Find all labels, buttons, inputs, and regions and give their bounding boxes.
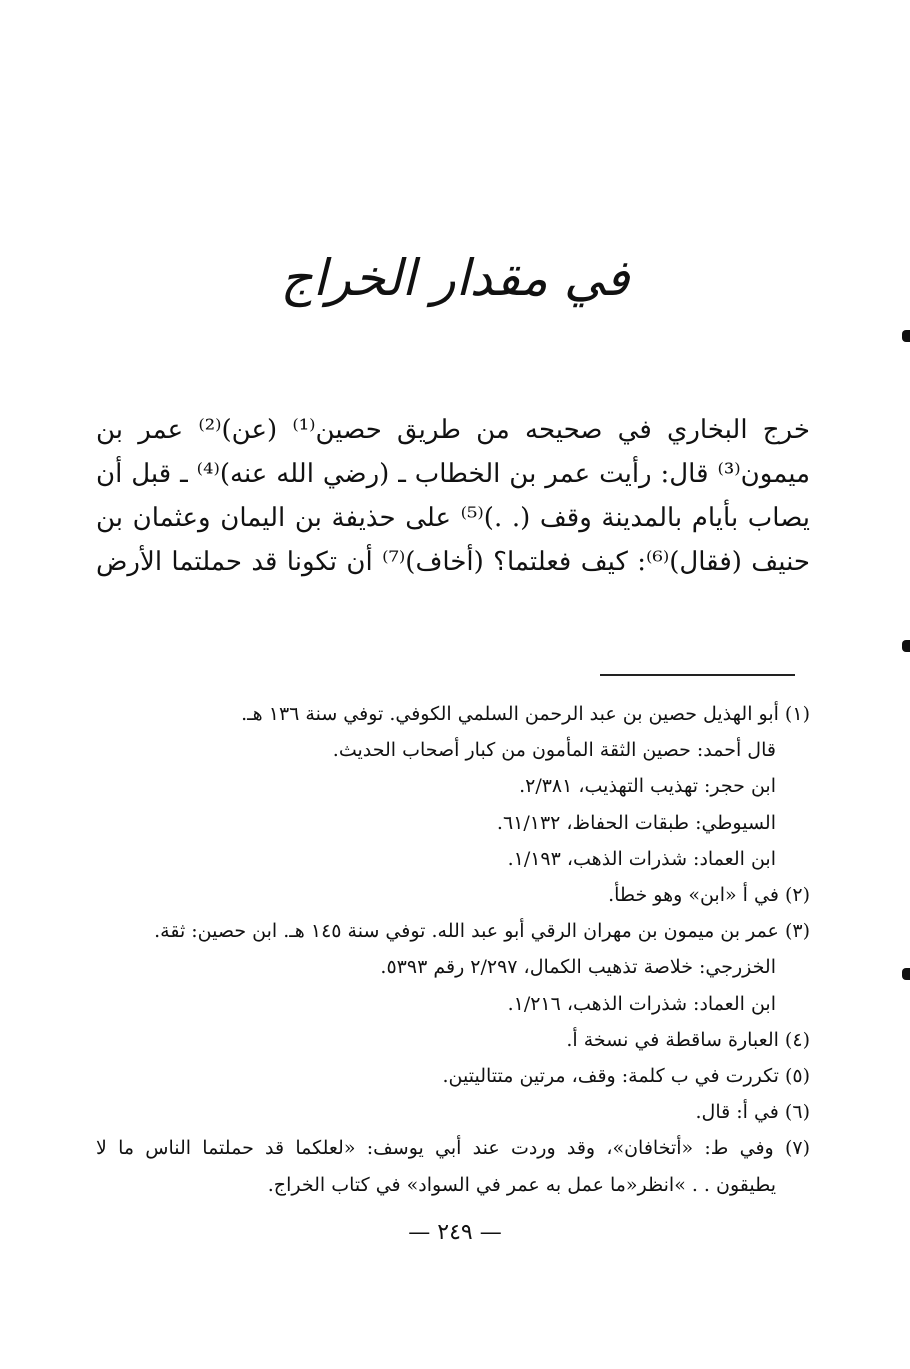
footnote-2: (٢) في أ «ابن» وهو خطأ. <box>608 884 810 907</box>
footnote-7-continuation: يطيقون . . »انظر«ما عمل به عمر في السواد» في كتاب الخراج. <box>267 1173 776 1196</box>
footnote-separator <box>600 674 795 676</box>
footnote-4: (٤) العبارة ساقطة في نسخة أ. <box>566 1028 810 1051</box>
footnote-1-line: ابن حجر: تهذيب التهذيب، ٢/٣٨١. <box>519 775 776 798</box>
paragraph-line: حنيف (فقال)⁽⁶⁾: كيف فعلتما؟ (أخاف)⁽⁷⁾ أن تكونا قد حملتما الأرض <box>96 547 810 577</box>
chapter-heading: في مقدار الخراج <box>280 249 630 307</box>
footnote-1-line: قال أحمد: حصين الثقة المأمون من كبار أصحاب الحديث. <box>332 739 776 762</box>
footnote-1-line: السيوطي: طبقات الحفاظ، ٦١/١٣٢. <box>496 811 776 834</box>
footnote-1: (١) أبو الهذيل حصين بن عبد الرحمن السلمي الكوفي. توفي سنة ١٣٦ هـ. <box>241 703 810 725</box>
paragraph-line: ميمون⁽³⁾ قال: رأيت عمر بن الخطاب ـ (رضي الله عنه)⁽⁴⁾ ـ قبل أن <box>96 459 810 489</box>
paragraph-line: خرج البخاري في صحيحه من طريق حصين⁽¹⁾ (عن)⁽²⁾ عمر بن <box>96 415 810 445</box>
footnote-7: (٧) وفي ط: «أتخافان»، وقد وردت عند أبي يوسف: «لعلكما قد حملتما الناس ما لا <box>96 1137 810 1160</box>
paragraph-line: يصاب بأيام بالمدينة وقف (. .)⁽⁵⁾ على حذيفة بن اليمان وعثمان بن <box>96 503 810 533</box>
footnote-5: (٥) تكررت في ب كلمة: وقف، مرتين متتاليتين. <box>442 1065 810 1088</box>
scan-edge-mark <box>902 640 910 652</box>
main-paragraph <box>96 408 810 584</box>
footnote-3-line: الخزرجي: خلاصة تذهيب الكمال، ٢/٢٩٧ رقم ٥٣٩٣. <box>380 956 776 979</box>
scan-edge-mark <box>902 968 910 980</box>
footnotes <box>96 696 810 1203</box>
footnote-3-line: ابن العماد: شذرات الذهب، ١/٢١٦. <box>507 992 776 1015</box>
page-number: — ٢٤٩ — <box>408 1220 502 1245</box>
footnote-6: (٦) في أ: قال. <box>695 1101 810 1124</box>
footnote-1-line: ابن العماد: شذرات الذهب، ١/١٩٣. <box>507 847 776 870</box>
footnote-3: (٣) عمر بن ميمون بن مهران الرقي أبو عبد الله. توفي سنة ١٤٥ هـ. ابن حصين: ثقة. <box>154 920 810 943</box>
scan-edge-mark <box>902 330 910 342</box>
